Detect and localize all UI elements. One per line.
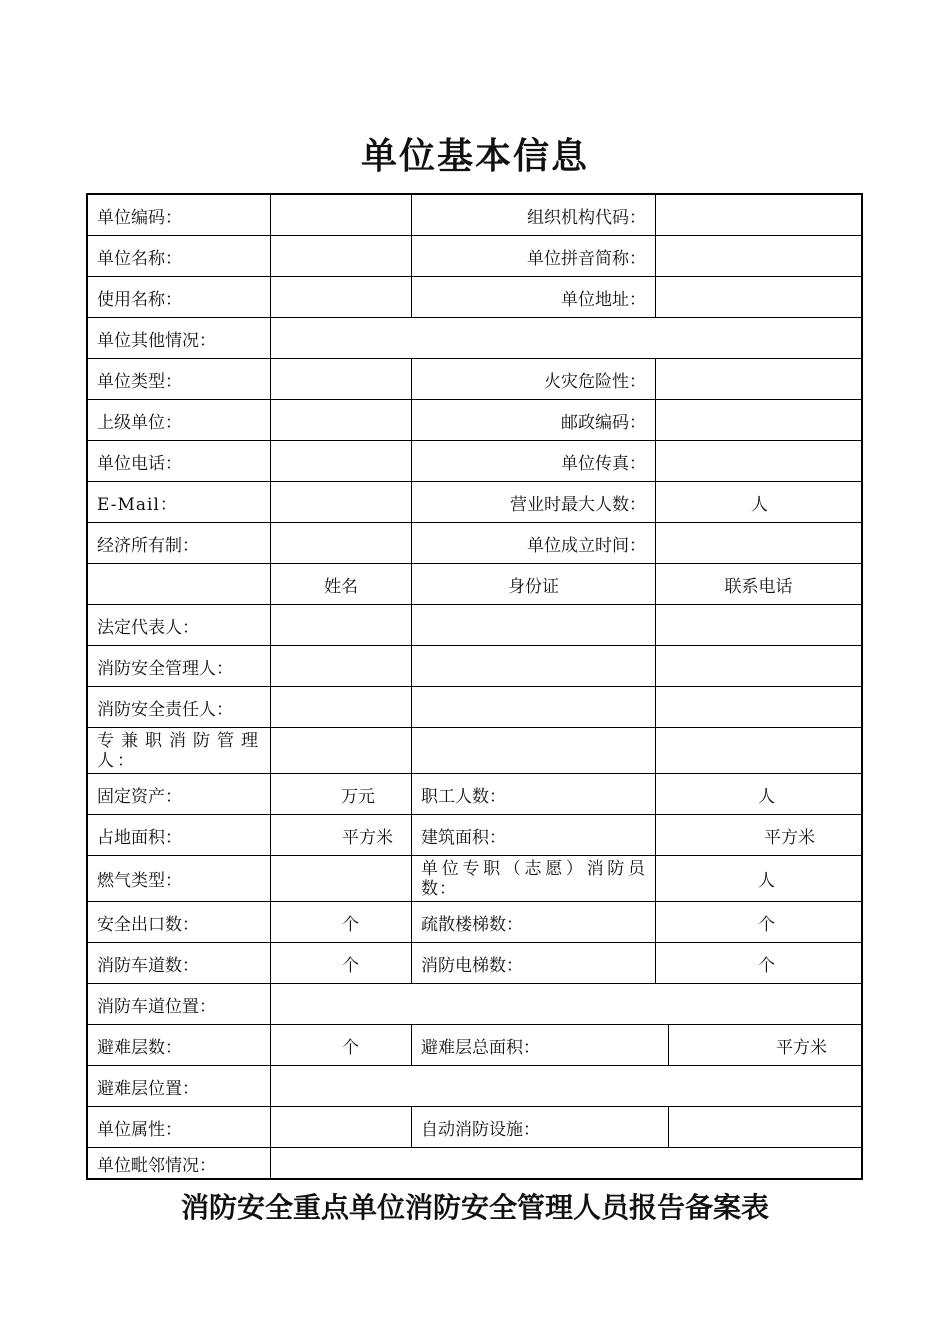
label-refuge-area: 避难层总面积： bbox=[412, 1025, 669, 1066]
label-adjacent-situation: 单位毗邻情况： bbox=[88, 1148, 271, 1178]
adjacent-situation-field[interactable] bbox=[271, 1148, 861, 1178]
label-land-area: 占地面积： bbox=[88, 815, 271, 856]
label-safety-responsible: 消防安全责任人： bbox=[88, 687, 271, 728]
safety-responsible-name-field[interactable] bbox=[271, 687, 412, 728]
fire-admin-id-field[interactable] bbox=[412, 728, 656, 774]
label-gas-type: 燃气类型： bbox=[88, 856, 271, 902]
org-code-field[interactable] bbox=[656, 195, 861, 236]
evac-stairs-field[interactable]: 个 bbox=[656, 902, 861, 943]
unit-fax-field[interactable] bbox=[656, 441, 861, 482]
label-postal-code: 邮政编码： bbox=[412, 400, 656, 441]
label-unit-type: 单位类型： bbox=[88, 359, 271, 400]
label-unit-code: 单位编码： bbox=[88, 195, 271, 236]
fixed-assets-field[interactable]: 万元 bbox=[271, 774, 412, 815]
label-org-code: 组织机构代码： bbox=[412, 195, 656, 236]
ownership-field[interactable] bbox=[271, 523, 412, 564]
employees-field[interactable]: 人 bbox=[656, 774, 861, 815]
label-unit-attribute: 单位属性： bbox=[88, 1107, 271, 1148]
label-unit-fax: 单位传真： bbox=[412, 441, 656, 482]
label-superior-unit: 上级单位： bbox=[88, 400, 271, 441]
safety-responsible-id-field[interactable] bbox=[412, 687, 656, 728]
label-refuge-floors: 避难层数： bbox=[88, 1025, 271, 1066]
legal-rep-id-field[interactable] bbox=[412, 605, 656, 646]
label-unit-address: 单位地址： bbox=[412, 277, 656, 318]
label-legal-rep: 法定代表人： bbox=[88, 605, 271, 646]
established-date-field[interactable] bbox=[656, 523, 861, 564]
firefighters-field[interactable]: 人 bbox=[656, 856, 861, 902]
label-fire-admin: 专兼职消防管理人： bbox=[88, 728, 271, 774]
postal-code-field[interactable] bbox=[656, 400, 861, 441]
label-safety-manager: 消防安全管理人： bbox=[88, 646, 271, 687]
fire-elevators-field[interactable]: 个 bbox=[656, 943, 861, 984]
max-occupancy-field[interactable]: 人 bbox=[656, 482, 861, 523]
unit-phone-field[interactable] bbox=[271, 441, 412, 482]
safety-manager-id-field[interactable] bbox=[412, 646, 656, 687]
refuge-location-field[interactable] bbox=[271, 1066, 861, 1107]
pinyin-abbr-field[interactable] bbox=[656, 236, 861, 277]
header-blank bbox=[88, 564, 271, 605]
label-pinyin-abbr: 单位拼音简称： bbox=[412, 236, 656, 277]
label-fixed-assets: 固定资产： bbox=[88, 774, 271, 815]
label-fire-lane-location: 消防车道位置： bbox=[88, 984, 271, 1025]
unit-info-table bbox=[86, 193, 863, 1180]
auto-fire-facilities-field[interactable] bbox=[669, 1107, 861, 1148]
label-unit-phone: 单位电话： bbox=[88, 441, 271, 482]
other-info-field[interactable] bbox=[271, 318, 861, 359]
label-fire-elevators: 消防电梯数： bbox=[412, 943, 656, 984]
fire-hazard-field[interactable] bbox=[656, 359, 861, 400]
label-fire-lanes: 消防车道数： bbox=[88, 943, 271, 984]
unit-name-field[interactable] bbox=[271, 236, 412, 277]
label-safety-exits: 安全出口数： bbox=[88, 902, 271, 943]
unit-attribute-field[interactable] bbox=[271, 1107, 412, 1148]
label-auto-fire-facilities: 自动消防设施： bbox=[412, 1107, 669, 1148]
label-evac-stairs: 疏散楼梯数： bbox=[412, 902, 656, 943]
safety-manager-name-field[interactable] bbox=[271, 646, 412, 687]
form-subtitle: 消防安全重点单位消防安全管理人员报告备案表 bbox=[180, 1191, 769, 1224]
unit-type-field[interactable] bbox=[271, 359, 412, 400]
label-email: E-Mail： bbox=[88, 482, 271, 523]
building-area-field[interactable]: 平方米 bbox=[656, 815, 861, 856]
label-established-date: 单位成立时间： bbox=[412, 523, 656, 564]
land-area-field[interactable]: 平方米 bbox=[271, 815, 412, 856]
safety-responsible-phone-field[interactable] bbox=[656, 687, 861, 728]
unit-code-field[interactable] bbox=[271, 195, 412, 236]
legal-rep-phone-field[interactable] bbox=[656, 605, 861, 646]
label-other-info: 单位其他情况： bbox=[88, 318, 271, 359]
label-refuge-location: 避难层位置： bbox=[88, 1066, 271, 1107]
label-max-occupancy: 营业时最大人数： bbox=[412, 482, 656, 523]
label-employees: 职工人数： bbox=[412, 774, 656, 815]
legal-rep-name-field[interactable] bbox=[271, 605, 412, 646]
header-phone: 联系电话 bbox=[656, 564, 861, 605]
header-id-card: 身份证 bbox=[412, 564, 656, 605]
unit-address-field[interactable] bbox=[656, 277, 861, 318]
refuge-area-field[interactable]: 平方米 bbox=[669, 1025, 861, 1066]
superior-unit-field[interactable] bbox=[271, 400, 412, 441]
fire-admin-phone-field[interactable] bbox=[656, 728, 861, 774]
safety-manager-phone-field[interactable] bbox=[656, 646, 861, 687]
gas-type-field[interactable] bbox=[271, 856, 412, 902]
label-fire-hazard: 火灾危险性： bbox=[412, 359, 656, 400]
page-title: 单位基本信息 bbox=[360, 136, 589, 177]
email-field[interactable] bbox=[271, 482, 412, 523]
refuge-floors-field[interactable]: 个 bbox=[271, 1025, 412, 1066]
safety-exits-field[interactable]: 个 bbox=[271, 902, 412, 943]
label-use-name: 使用名称： bbox=[88, 277, 271, 318]
fire-lanes-field[interactable]: 个 bbox=[271, 943, 412, 984]
fire-admin-name-field[interactable] bbox=[271, 728, 412, 774]
label-building-area: 建筑面积： bbox=[412, 815, 656, 856]
fire-lane-location-field[interactable] bbox=[271, 984, 861, 1025]
label-unit-name: 单位名称： bbox=[88, 236, 271, 277]
header-name: 姓名 bbox=[271, 564, 412, 605]
label-ownership: 经济所有制： bbox=[88, 523, 271, 564]
label-firefighters: 单位专职（志愿）消防员数： bbox=[412, 856, 656, 902]
use-name-field[interactable] bbox=[271, 277, 412, 318]
